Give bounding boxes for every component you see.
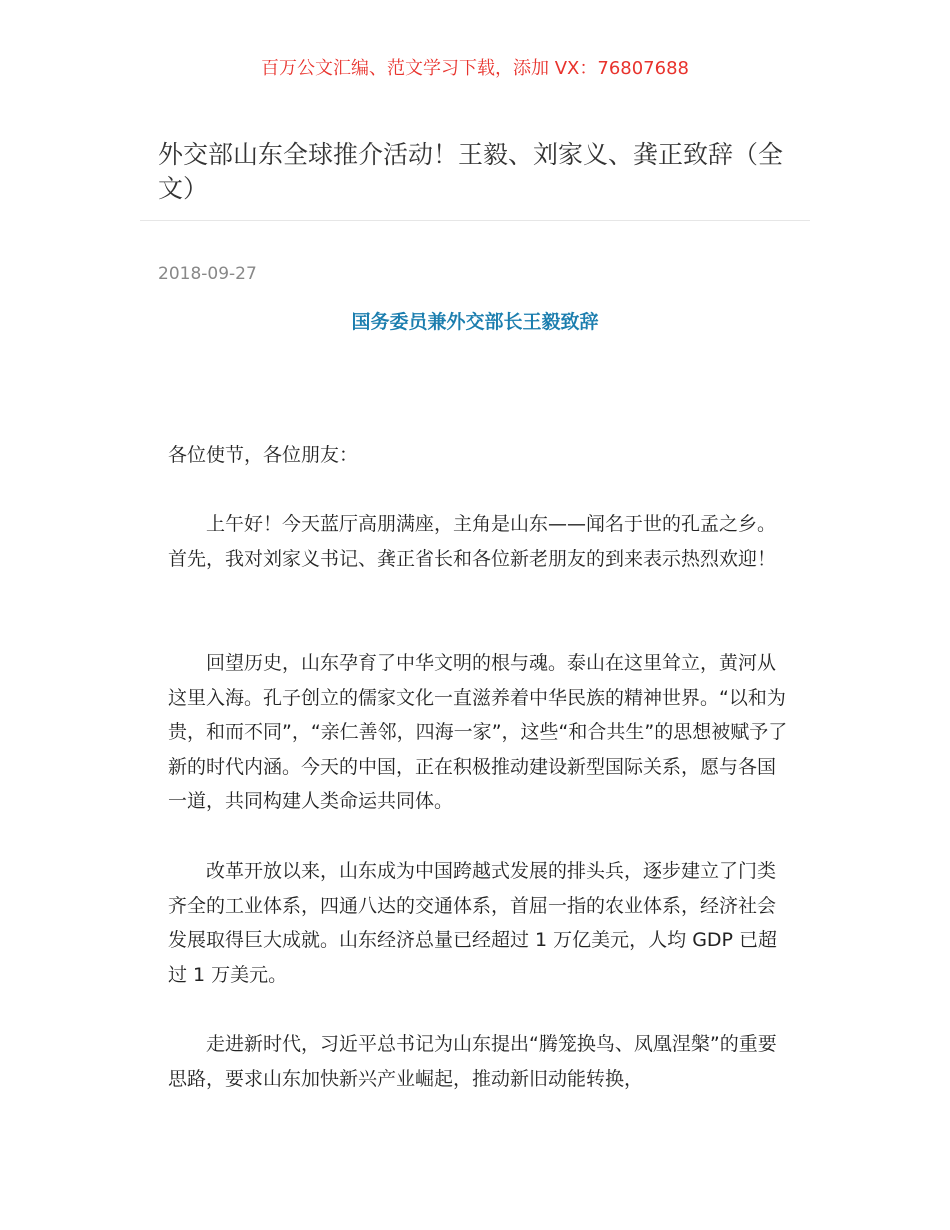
article-title: 外交部山东全球推介活动！王毅、刘家义、龚正致辞（全文） [158,140,784,203]
publish-date: 2018-09-27 [158,264,257,284]
title-divider [140,220,810,221]
greeting: 各位使节，各位朋友： [168,444,359,466]
paragraph-3: 改革开放以来，山东成为中国跨越式发展的排头兵，逐步建立了门类齐全的工业体系，四通八达的交通体系，首屈一指的农业体系，经济社会发展取得巨大成就。山东经济总量已经超过 1 万亿美元，人均 GDP 已超过 1 万美元。 [168,860,778,986]
promo-banner: 百万公文汇编、范文学习下载，添加 VX：76807688 [261,58,689,79]
paragraph-1: 上午好！今天蓝厅高朋满座，主角是山东——闻名于世的孔孟之乡。首先，我对刘家义书记、龚正省长和各位新老朋友的到来表示热烈欢迎！ [168,513,777,570]
section-heading: 国务委员兼外交部长王毅致辞 [351,311,599,333]
paragraph-2: 回望历史，山东孕育了中华文明的根与魂。泰山在这里耸立，黄河从这里入海。孔子创立的儒家文化一直滋养着中华民族的精神世界。“以和为贵，和而不同”，“亲仁善邻，四海一家”，这些“和合共生”的思想被赋予了新的时代内涵。今天的中国，正在积极推动建设新型国际关系，愿与各国一道，共同构建人类命运共同体。 [168,652,788,812]
paragraph-4: 走进新时代，习近平总书记为山东提出“腾笼换鸟、凤凰涅槃”的重要思路，要求山东加快新兴产业崛起，推动新旧动能转换， [168,1033,777,1090]
